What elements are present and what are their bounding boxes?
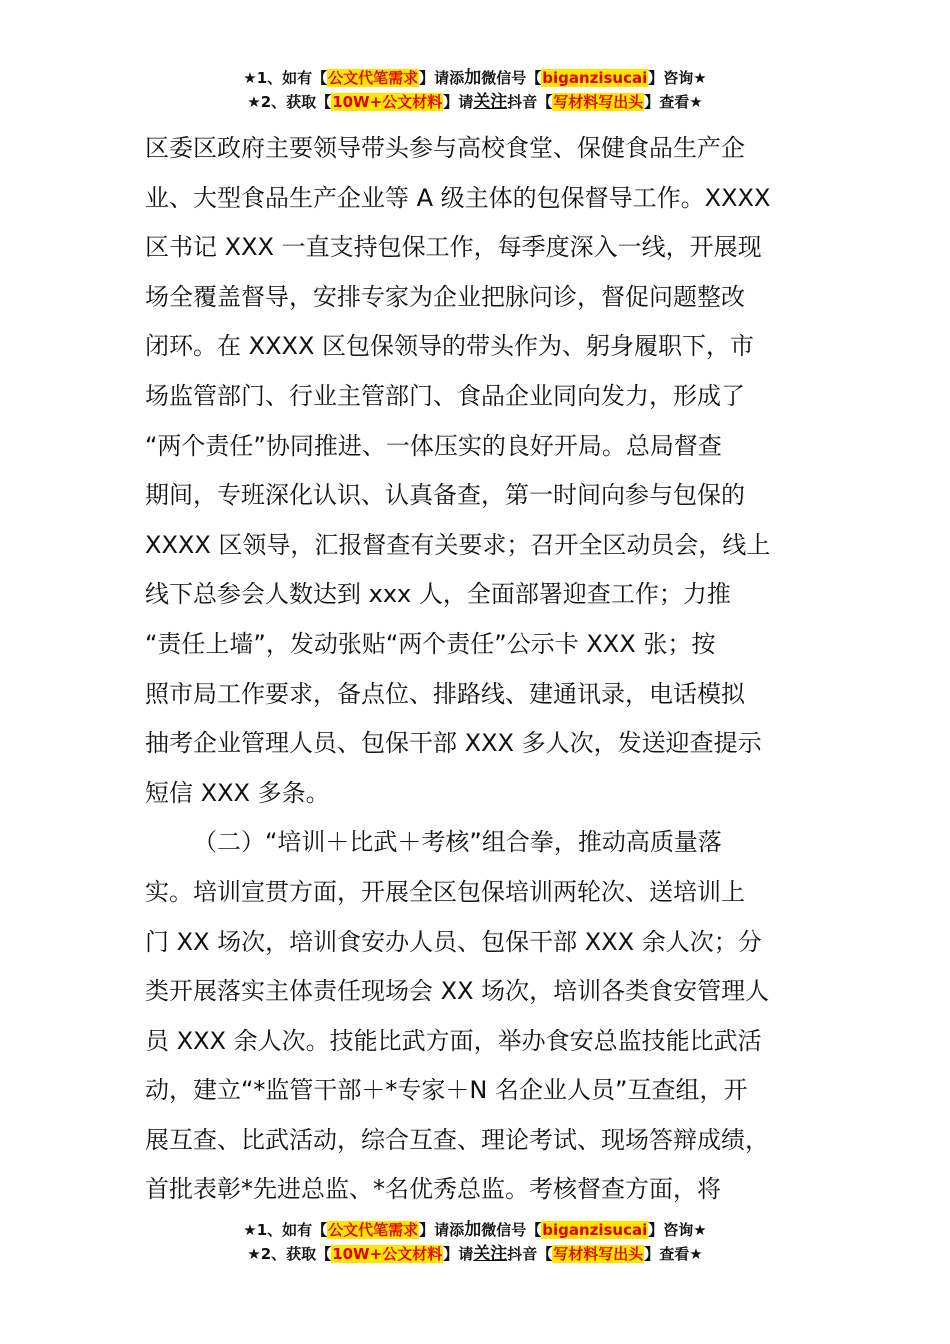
body-line: 线下总参会人数达到 xxx 人，全面部署迎查工作；力推: [145, 580, 731, 609]
highlight-materials: 10W+公文材料: [332, 93, 443, 111]
promo-line-1: ★1、如有【公文代笔需求】请添加微信号【biganzisucai】咨询★: [243, 68, 707, 88]
body-line: 员 XXX 余人次。技能比武方面，举办食安总监技能比武活: [145, 1026, 762, 1055]
body-line: 实。培训宣贯方面，开展全区包保培训两轮次、送培训上: [145, 877, 745, 906]
highlight-materials: 10W+公文材料: [332, 1245, 443, 1263]
body-line: XXXX 区领导，汇报督查有关要求；召开全区动员会，线上: [145, 530, 771, 559]
body-line: “责任上墙”，发动张贴“两个责任”公示卡 XXX 张；按: [145, 629, 716, 658]
section-heading: （二）“培训＋比武＋考核”组合拳，推动高质量落: [193, 828, 722, 857]
footer-promo-banner: [0, 1218, 950, 1266]
header-promo-banner: [0, 66, 950, 114]
body-line: 区书记 XXX 一直支持包保工作，每季度深入一线，开展现: [145, 233, 762, 262]
promo-line-2: ★2、获取【10W+公文材料】请关注抖音【写材料写出头】查看★: [247, 92, 703, 112]
highlight-douyin-account: 写材料写出头: [553, 93, 644, 111]
body-line: 类开展落实主体责任现场会 XX 场次，培训各类食安管理人: [145, 977, 770, 1006]
highlight-wechat-id: biganzisucai: [542, 1221, 648, 1239]
promo-line-2: ★2、获取【10W+公文材料】请关注抖音【写材料写出头】查看★: [247, 1244, 703, 1264]
body-line: 照市局工作要求，备点位、排路线、建通讯录，电话模拟: [145, 679, 745, 708]
body-line: 期间，专班深化认识、认真备查，第一时间向参与包保的: [145, 481, 745, 510]
highlight-douyin-account: 写材料写出头: [553, 1245, 644, 1263]
highlight-wechat-id: biganzisucai: [542, 69, 648, 87]
body-line: 门 XX 场次，培训食安办人员、包保干部 XXX 余人次；分: [145, 927, 762, 956]
body-line: 首批表彰*先进总监、*名优秀总监。考核督查方面，将: [145, 1175, 721, 1204]
body-line: “两个责任”协同推进、一体压实的良好开局。总局督查: [145, 431, 722, 460]
document-body: [145, 124, 805, 1215]
body-line: 区委区政府主要领导带头参与高校食堂、保健食品生产企: [145, 134, 745, 162]
body-line: 短信 XXX 多条。: [145, 778, 330, 807]
body-line: 场监管部门、行业主管部门、食品企业同向发力，形成了: [145, 381, 745, 410]
promo-line-1: ★1、如有【公文代笔需求】请添加微信号【biganzisucai】咨询★: [243, 1220, 707, 1240]
body-line: 业、大型食品生产企业等 A 级主体的包保督导工作。XXXX: [145, 183, 771, 212]
body-line: 抽考企业管理人员、包保干部 XXX 多人次，发送迎查提示: [145, 729, 762, 758]
body-line: 动，建立“*监管干部＋*专家＋N 名企业人员”互查组，开: [145, 1076, 748, 1105]
body-line: 展互查、比武活动，综合互查、理论考试、现场答辩成绩，: [145, 1125, 769, 1154]
highlight-service: 公文代笔需求: [328, 69, 419, 87]
highlight-service: 公文代笔需求: [328, 1221, 419, 1239]
body-line: 场全覆盖督导，安排专家为企业把脉问诊，督促问题整改: [145, 282, 745, 311]
body-line: 闭环。在 XXXX 区包保领导的带头作为、躬身履职下，市: [145, 332, 755, 361]
